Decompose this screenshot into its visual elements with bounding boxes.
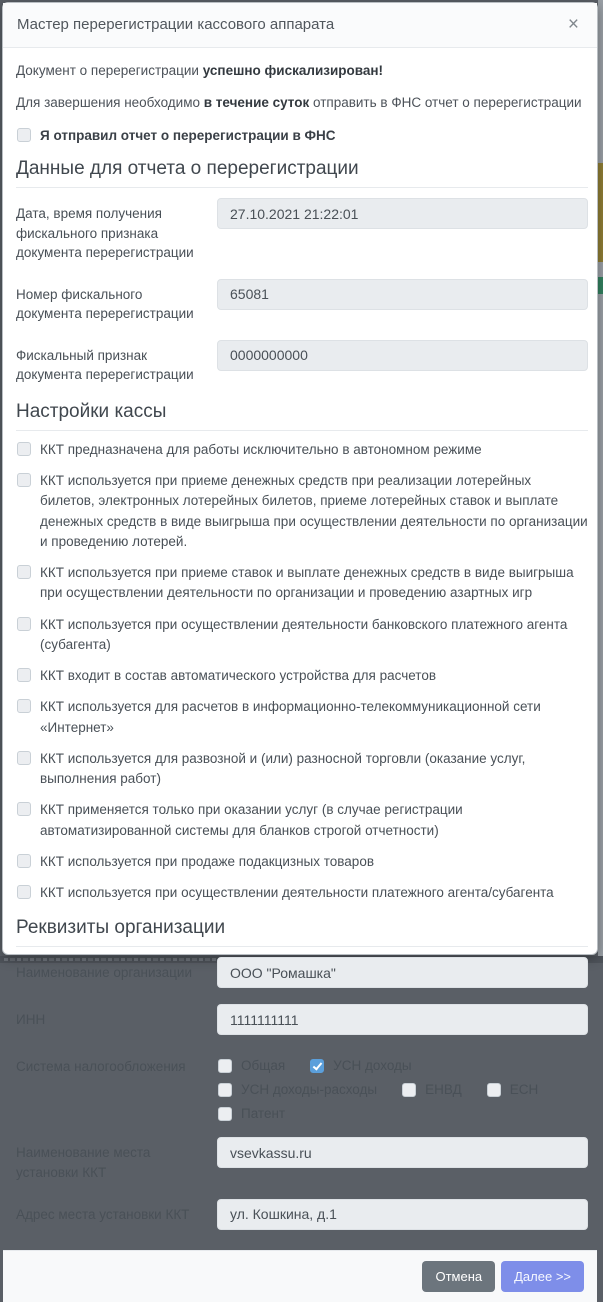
tax-option-label: УСН доходы-расходы — [241, 1082, 378, 1098]
tax-option-common[interactable] — [217, 1058, 285, 1073]
kkt-option-bank-agent[interactable] — [16, 615, 588, 656]
kkt-place-address-label: Адрес места установки ККТ — [16, 1206, 190, 1222]
inn-label: ИНН — [16, 1012, 46, 1028]
tax-system-row — [16, 1051, 588, 1121]
fiscal-sign-input[interactable] — [217, 340, 588, 371]
page-behind-right-strip — [598, 0, 603, 963]
fiscal-sign-label: Фискальный признак документа перерегистрации — [16, 347, 194, 383]
tax-system-label: Система налогообложения — [16, 1059, 186, 1075]
kkt-option-excise-goods[interactable] — [16, 852, 588, 872]
deadline-text — [16, 94, 588, 113]
fiscalized-status-text — [16, 62, 588, 81]
kkt-option-label: ККТ используется при продаже подакцизных товаров — [40, 853, 374, 869]
modal-title: Мастер перерегистрации кассового аппарата — [17, 16, 335, 33]
report-sent-checkbox-label: Я отправил отчет о перерегистрации в ФНС — [40, 127, 336, 143]
org-name-row — [16, 957, 588, 988]
kkt-option-lottery[interactable] — [16, 471, 588, 552]
kkt-option-delivery-trade[interactable] — [16, 749, 588, 790]
kkt-option-label: ККТ предназначена для работы исключительно в автономном режиме — [40, 441, 482, 457]
next-button[interactable]: Далее >> — [501, 1261, 584, 1293]
kkt-option-automatic-device[interactable] — [16, 666, 588, 686]
report-sent-checkbox[interactable] — [17, 128, 31, 142]
fiscal-date-label: Дата, время получения фискального признака документа перерегистрации — [16, 206, 194, 261]
kkt-option-lottery-checkbox[interactable] — [17, 473, 31, 487]
kkt-option-internet[interactable] — [16, 697, 588, 738]
kkt-option-label: ККТ используется при осуществлении деятельности платежного агента/субагента — [40, 885, 554, 901]
tax-option-label: Общая — [241, 1058, 286, 1074]
deadline-text-suffix: отправить в ФНС отчет о перерегистрации — [309, 94, 582, 110]
org-name-label: Наименование организации — [16, 965, 192, 981]
status-text-prefix: Документ о перерегистрации — [16, 63, 203, 78]
kkt-option-label: ККТ используется при осуществлении деятельности банковского платежного агента (субагента) — [40, 616, 568, 652]
tax-option-patent[interactable] — [217, 1106, 285, 1121]
kkt-option-automatic-device-checkbox[interactable] — [17, 668, 31, 682]
tax-option-patent-checkbox[interactable] — [218, 1107, 232, 1121]
kkt-option-gambling-checkbox[interactable] — [17, 565, 31, 579]
kkt-option-autonomous-checkbox[interactable] — [17, 442, 31, 456]
inn-input[interactable] — [217, 1004, 588, 1035]
kkt-option-bank-agent-checkbox[interactable] — [17, 617, 31, 631]
report-section-heading: Данные для отчета о перерегистрации — [16, 158, 588, 188]
status-text-bold: успешно фискализирован! — [202, 63, 384, 78]
kkt-option-label: ККТ используется для расчетов в информационно-телекоммуникационной сети «Интернет» — [40, 699, 541, 735]
kkt-option-services-only-checkbox[interactable] — [17, 802, 31, 816]
tax-option-usn-income-expense[interactable] — [217, 1082, 377, 1097]
modal-header — [3, 3, 597, 48]
fiscal-doc-number-input[interactable] — [217, 279, 588, 310]
reregistration-wizard-modal — [2, 2, 598, 1284]
kkt-option-payment-agent[interactable] — [16, 883, 588, 903]
tax-system-options — [217, 1051, 588, 1121]
kkt-option-label: ККТ применяется только при оказании услуг (в случае регистрации автоматизированной системы для бланков строгой отчетности) — [40, 802, 463, 838]
kkt-option-label: ККТ используется для развозной и (или) разносной торговли (оказание услуг, выполнения работ) — [40, 750, 526, 787]
kkt-option-autonomous[interactable] — [16, 440, 588, 460]
kkt-place-name-row — [16, 1137, 588, 1182]
fiscal-doc-number-label: Номер фискального документа перерегистрации — [16, 286, 194, 322]
fiscal-date-row — [16, 198, 588, 263]
kkt-option-label: ККТ входит в состав автоматического устройства для расчетов — [40, 668, 437, 684]
deadline-text-prefix: Для завершения необходимо — [16, 94, 204, 110]
kkt-place-name-label: Наименование места установки ККТ — [16, 1145, 151, 1181]
kkt-place-name-input[interactable] — [217, 1137, 588, 1168]
fiscal-doc-number-row — [16, 279, 588, 324]
kkt-settings-checklist — [16, 440, 588, 904]
tax-option-envd[interactable] — [401, 1082, 462, 1097]
kkt-option-excise-goods-checkbox[interactable] — [17, 854, 31, 868]
tax-option-label: Патент — [241, 1106, 286, 1122]
cancel-button[interactable]: Отмена — [422, 1261, 495, 1293]
close-icon[interactable]: × — [567, 14, 579, 35]
kkt-option-label: ККТ используется при приеме денежных средств при реализации лотерейных билетов, электронных лотерейных билетов, приеме лотерейных ставок и выплате денежных средств в виде выигрыша при осуществлении деятельности по организации и проведению лотерей. — [40, 473, 588, 549]
report-sent-checkbox-row[interactable] — [16, 126, 588, 146]
kkt-option-gambling[interactable] — [16, 563, 588, 604]
inn-row — [16, 1004, 588, 1035]
kkt-option-services-only[interactable] — [16, 800, 588, 841]
tax-option-esn[interactable] — [486, 1082, 539, 1097]
tax-option-usn-income-expense-checkbox[interactable] — [218, 1083, 232, 1097]
kkt-place-address-input[interactable] — [217, 1199, 588, 1230]
tax-option-label: ЕСН — [509, 1082, 539, 1098]
kkt-option-label: ККТ используется при приеме ставок и выплате денежных средств в виде выигрыша при осуществлении деятельности по организации и проведению азартных игр — [40, 565, 574, 601]
fiscal-date-input[interactable] — [217, 198, 588, 229]
tax-option-usn-income-checkbox[interactable] — [310, 1059, 324, 1073]
modal-body — [3, 48, 597, 1250]
org-name-input[interactable] — [217, 957, 588, 988]
tax-option-esn-checkbox[interactable] — [487, 1083, 501, 1097]
modal-footer — [3, 1250, 597, 1302]
tax-option-label: ЕНВД — [425, 1082, 462, 1098]
tax-option-envd-checkbox[interactable] — [402, 1083, 416, 1097]
deadline-text-bold: в течение суток — [203, 94, 310, 110]
kkt-place-address-row — [16, 1199, 588, 1230]
fiscal-sign-row — [16, 340, 588, 385]
tax-option-common-checkbox[interactable] — [218, 1059, 232, 1073]
tax-option-label: УСН доходы — [333, 1058, 412, 1074]
kkt-option-payment-agent-checkbox[interactable] — [17, 885, 31, 899]
org-section-heading: Реквизиты организации — [16, 917, 588, 947]
tax-option-usn-income[interactable] — [309, 1058, 411, 1073]
kkt-option-delivery-trade-checkbox[interactable] — [17, 751, 31, 765]
kkt-option-internet-checkbox[interactable] — [17, 699, 31, 713]
settings-section-heading: Настройки кассы — [16, 401, 588, 431]
